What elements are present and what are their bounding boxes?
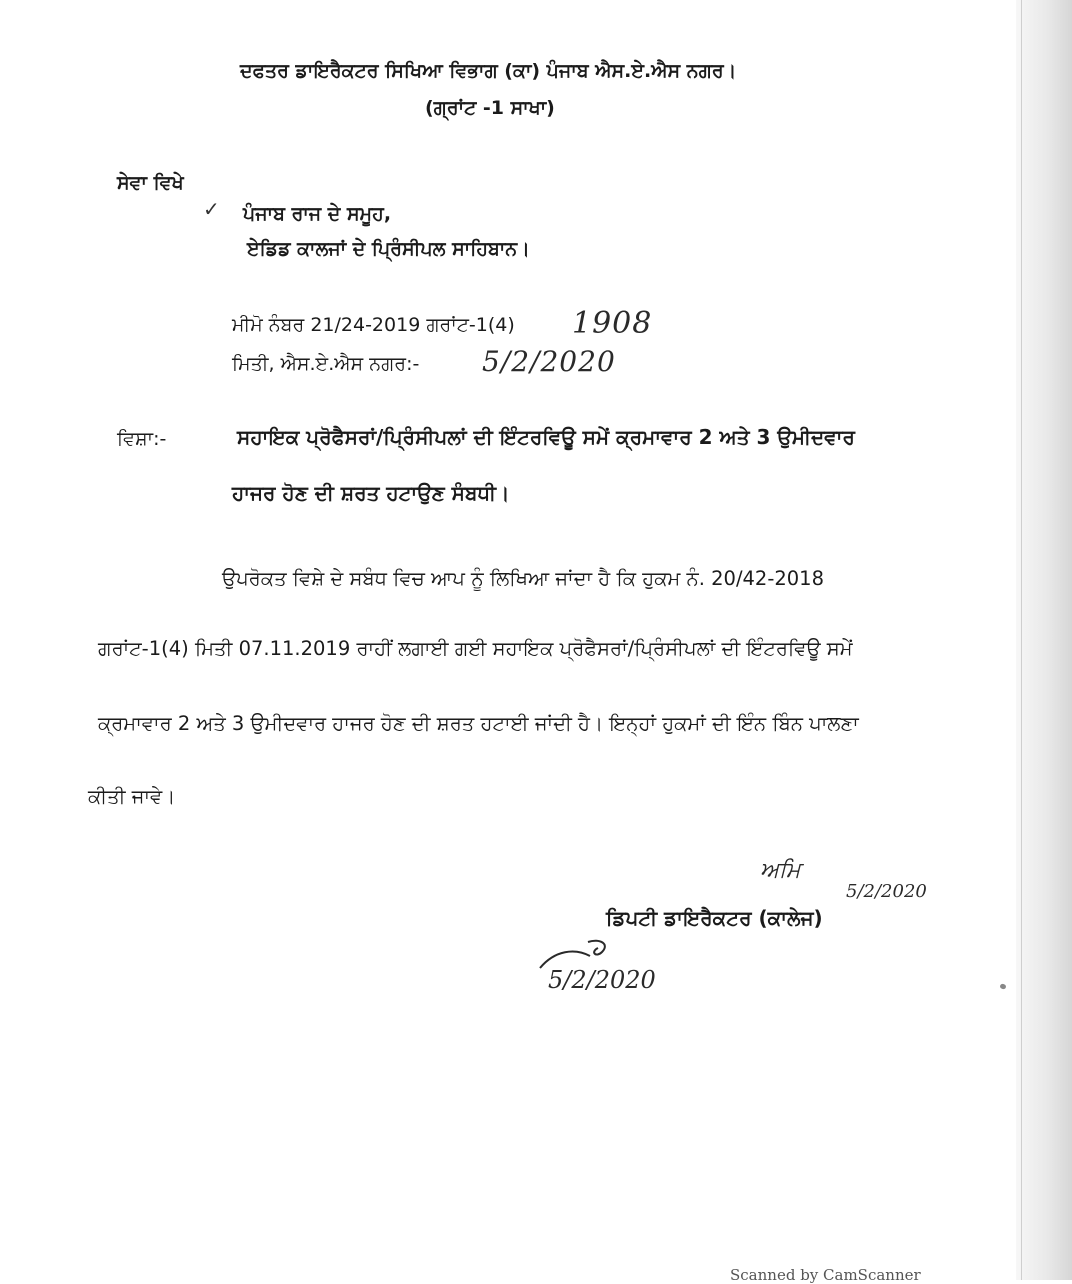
page-edge-shadow — [1016, 0, 1072, 1280]
recipient-line-1: ਪੰਜਾਬ ਰਾਜ ਦੇ ਸਮੂਹ, — [243, 203, 392, 225]
ink-mark — [999, 983, 1006, 990]
office-header-branch: (ਗ੍ਰਾਂਟ -1 ਸਾਖਾ) — [425, 97, 555, 119]
recipient-line-2: ਏਡਿਡ ਕਾਲਜਾਂ ਦੇ ਪ੍ਰਿੰਸੀਪਲ ਸਾਹਿਬਾਨ। — [247, 238, 530, 260]
handwritten-signature-initials: ਅਮਿ — [760, 858, 801, 883]
scanner-watermark: Scanned by CamScanner — [730, 1266, 921, 1284]
office-header-title: ਦਫਤਰ ਡਾਇਰੈਕਟਰ ਸਿਖਿਆ ਵਿਭਾਗ (ਕਾ) ਪੰਜਾਬ ਐਸ.ਏ.ਐਸ ਨਗਰ। — [240, 60, 737, 82]
memo-date-label: ਮਿਤੀ, ਐਸ.ਏ.ਐਸ ਨਗਰ:- — [232, 353, 420, 375]
body-paragraph-line-3: ਕ੍ਰਮਾਵਾਰ 2 ਅਤੇ 3 ਉਮੀਦਵਾਰ ਹਾਜਰ ਹੋਣ ਦੀ ਸ਼ਰਤ ਹਟਾਈ ਜਾਂਦੀ ਹੈ। ਇਨ੍ਹਾਂ ਹੁਕਮਾਂ ਦੀ ਇੰਨ ਬਿੰਨ ਪਾਲਣਾ — [98, 712, 859, 735]
salutation: ਸੇਵਾ ਵਿਖੇ — [117, 172, 184, 194]
subject-label: ਵਿਸ਼ਾ:- — [117, 428, 167, 450]
handwritten-signature-date: 5/2/2020 — [846, 881, 927, 902]
page-edge-line — [1021, 0, 1022, 1280]
subject-line-2: ਹਾਜਰ ਹੋਣ ਦੀ ਸ਼ਰਤ ਹਟਾਉਣ ਸੰਬਧੀ। — [232, 481, 510, 505]
handwritten-memo-number: 1908 — [572, 306, 653, 341]
handwritten-memo-date: 5/2/2020 — [482, 345, 616, 378]
memo-number-label: ਮੀਮੋ ਨੰਬਰ 21/24-2019 ਗਰਾਂਟ-1(4) — [232, 314, 515, 336]
body-paragraph-line-2: ਗਰਾਂਟ-1(4) ਮਿਤੀ 07.11.2019 ਰਾਹੀਂ ਲਗਾਈ ਗਈ ਸਹਾਇਕ ਪ੍ਰੋਫੈਸਰਾਂ/ਪ੍ਰਿੰਸੀਪਲਾਂ ਦੀ ਇੰਟਰਵਿਊ ਸਮੇਂ — [98, 637, 853, 660]
signatory-designation: ਡਿਪਟੀ ਡਾਇਰੈਕਟਰ (ਕਾਲੇਜ) — [606, 906, 823, 930]
handwritten-bottom-date: 5/2/2020 — [548, 966, 656, 994]
subject-line-1: ਸਹਾਇਕ ਪ੍ਰੋਫੈਸਰਾਂ/ਪ੍ਰਿੰਸੀਪਲਾਂ ਦੀ ਇੰਟਰਵਿਊ ਸਮੇਂ ਕ੍ਰਮਾਵਾਰ 2 ਅਤੇ 3 ਉਮੀਦਵਾਰ — [237, 425, 855, 449]
body-paragraph-line-4: ਕੀਤੀ ਜਾਵੇ। — [88, 785, 176, 808]
check-mark-icon: ✓ — [203, 197, 220, 221]
body-paragraph-line-1: ਉਪਰੋਕਤ ਵਿਸ਼ੇ ਦੇ ਸਬੰਧ ਵਿਚ ਆਪ ਨੂੰ ਲਿਖਿਆ ਜਾਂਦਾ ਹੈ ਕਿ ਹੁਕਮ ਨੰ. 20/42-2018 — [222, 567, 825, 590]
